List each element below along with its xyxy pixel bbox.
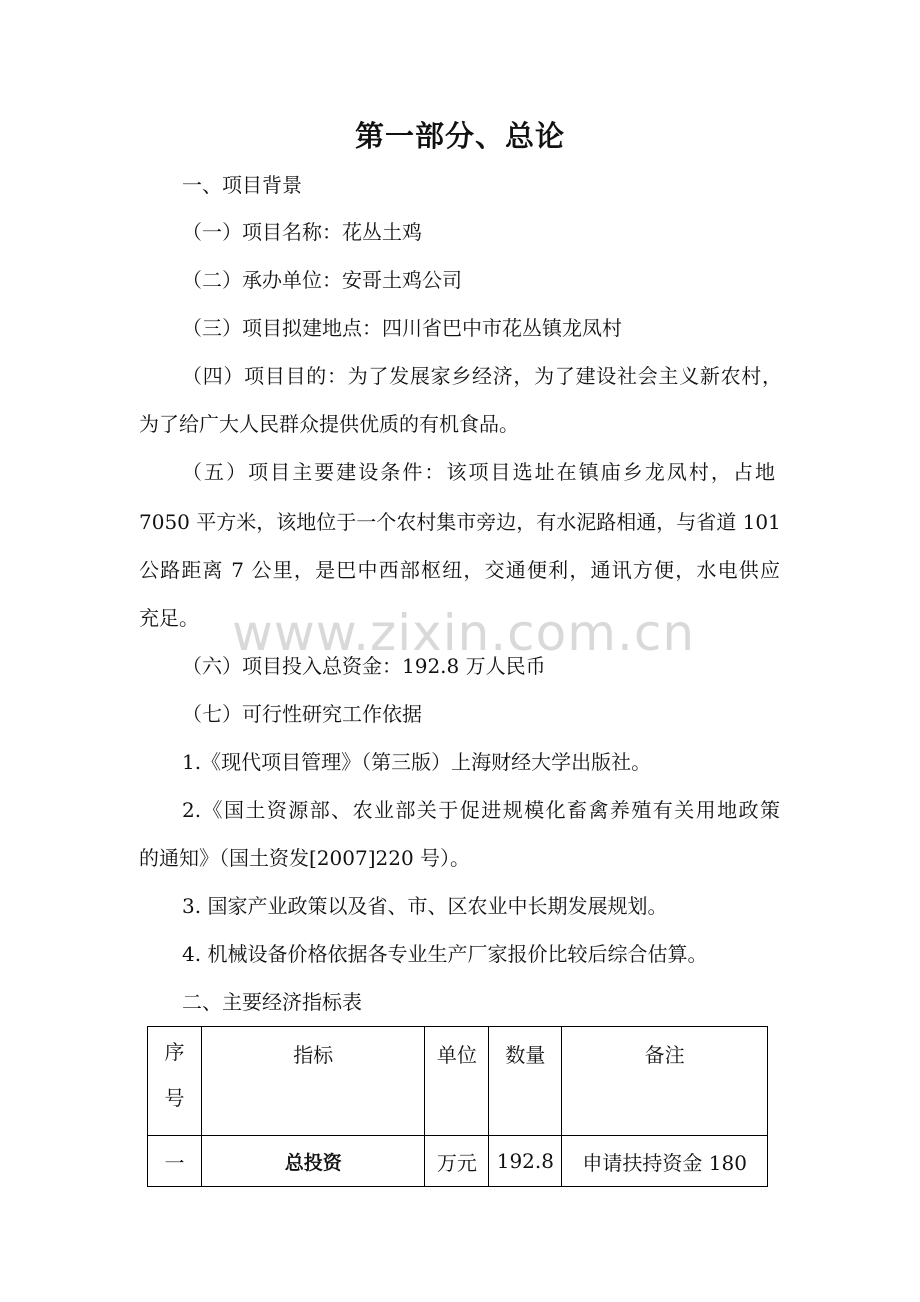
header-indicator: 指标 (201, 1027, 425, 1136)
conditions-line-3: 公路距离 7 公里，是巴中西部枢纽，交通便利，通讯方便，水电供应 (139, 558, 780, 582)
header-remark: 备注 (562, 1027, 768, 1136)
section-heading-indicators: 二、主要经济指标表 (182, 990, 362, 1014)
header-unit: 单位 (425, 1027, 489, 1136)
section-heading-background: 一、项目背景 (182, 173, 302, 197)
purpose-line: （四）项目目的：为了发展家乡经济，为了建设社会主义新农村， (182, 364, 782, 388)
cell-unit: 万元 (425, 1136, 489, 1187)
project-name-line: （一）项目名称：花丛土鸡 (182, 220, 422, 244)
table-header-row (148, 1027, 768, 1136)
watermark: www.zixin.com.cn (232, 604, 696, 662)
cell-seq: 一 (148, 1136, 202, 1187)
table-row (148, 1136, 768, 1187)
header-quantity: 数量 (489, 1027, 562, 1136)
basis-heading: （七）可行性研究工作依据 (182, 702, 422, 726)
investment-line: （六）项目投入总资金：192.8 万人民币 (182, 654, 546, 678)
conditions-line-2: 7050 平方米，该地位于一个农村集市旁边，有水泥路相通，与省道 101 (139, 510, 781, 534)
page-title: 第一部分、总论 (354, 119, 565, 153)
basis-item-3: 3. 国家产业政策以及省、市、区农业中长期发展规划。 (182, 894, 668, 918)
indicators-table (147, 1026, 768, 1187)
cell-quantity: 192.8 (489, 1136, 562, 1187)
header-seq-line1: 序 (164, 1040, 185, 1064)
conditions-line-4: 充足。 (139, 606, 199, 630)
cell-remark: 申请扶持资金 180 (562, 1136, 768, 1187)
basis-item-2: 2.《国土资源部、农业部关于促进规模化畜禽养殖有关用地政策 (182, 798, 780, 822)
header-seq (148, 1027, 202, 1136)
purpose-line-cont: 为了给广大人民群众提供优质的有机食品。 (139, 412, 519, 436)
conditions-line: （五）项目主要建设条件：该项目选址在镇庙乡龙凤村，占地 (182, 460, 775, 484)
basis-item-2-cont: 的通知》（国土资发[2007]220 号）。 (139, 846, 471, 870)
organizer-line: （二）承办单位：安哥土鸡公司 (182, 268, 462, 292)
basis-item-4: 4. 机械设备价格依据各专业生产厂家报价比较后综合估算。 (182, 942, 708, 966)
basis-item-1: 1.《现代项目管理》（第三版）上海财经大学出版社。 (182, 750, 652, 774)
location-line: （三）项目拟建地点：四川省巴中市花丛镇龙凤村 (182, 316, 622, 340)
cell-indicator: 总投资 (201, 1136, 425, 1187)
header-seq-line2: 号 (164, 1086, 185, 1110)
